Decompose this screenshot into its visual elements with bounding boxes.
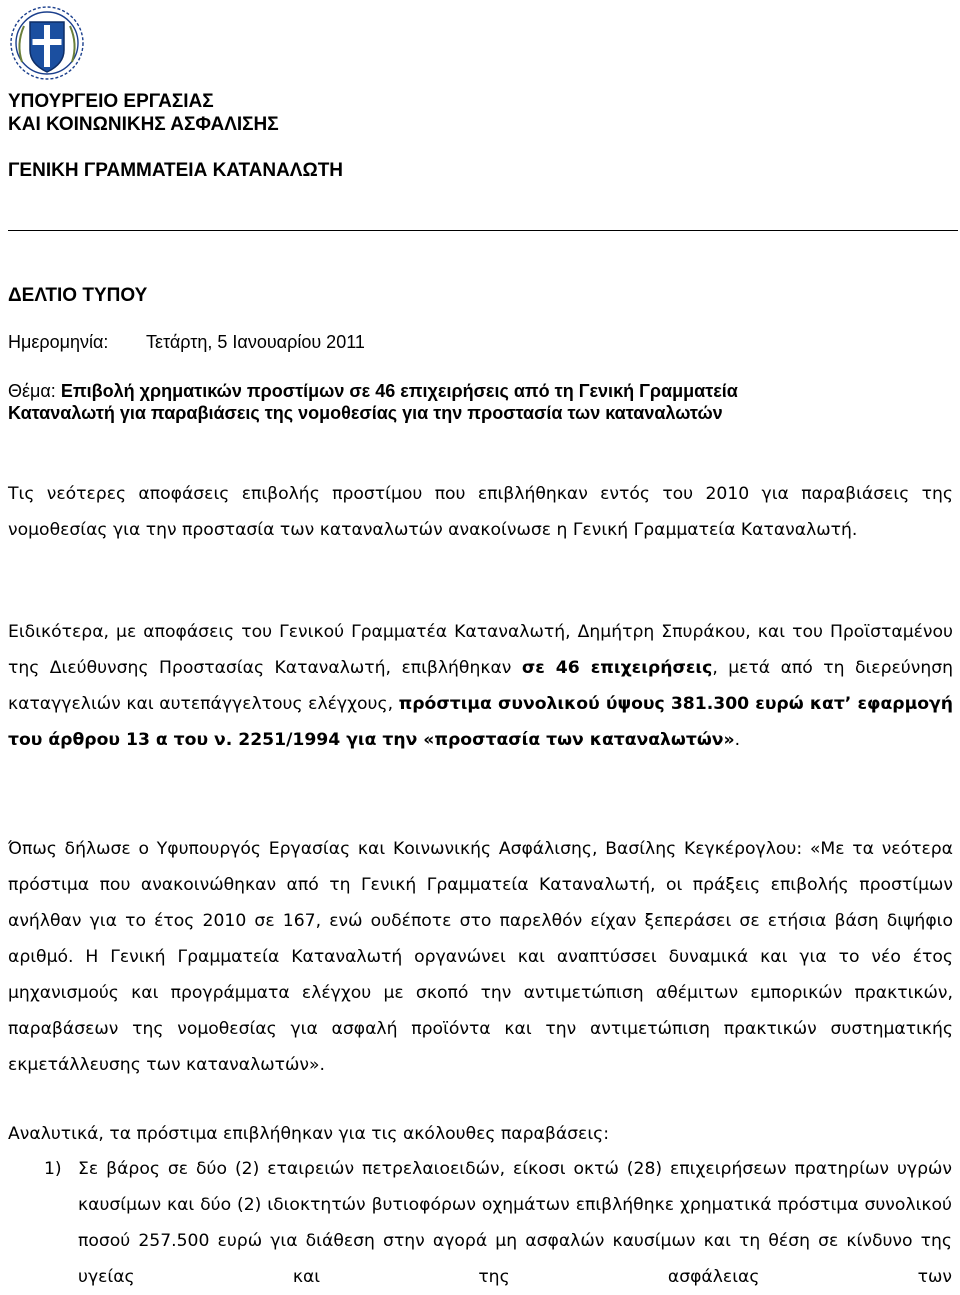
subject-label: Θέμα: (8, 381, 56, 401)
list-item-number: 1) (44, 1159, 62, 1179)
header-divider (8, 230, 958, 231)
greek-coat-of-arms-icon (8, 4, 86, 82)
paragraph-intro: Τις νεότερες αποφάσεις επιβολής προστίμου που επιβλήθηκαν εντός του 2010 για παραβιάσεις της νομοθεσίας για την προστασία των καταναλωτών ανακοίνωσε η Γενική Γραμματεία Καταναλωτή. (8, 484, 953, 540)
list-item-text: Σε βάρος σε δύο (2) εταιρειών πετρελαιοειδών, είκοσι οκτώ (28) επιχειρήσεων πρατηρίων υγρών καυσίμων και δύο (2) ιδιοκτητών βυτιοφόρων οχημάτων επιβλήθηκε χρηματικά πρόστιμα συνολικού ποσού 257.500 ευρώ για διάθεση στην αγορά μη ασφαλών καυσίμων και τη θέση σε κίνδυνο της υγείας και της ασφάλειας των (78, 1159, 952, 1287)
p2-bold-fines: πρόστιμα συνολικού ύψους 381.300 ευρώ κατ’ εφαρμογή του άρθρου 13 α του ν. 2251/1994 για την «προστασία των καταναλωτών» (8, 694, 953, 750)
date-value: Τετάρτη, 5 Ιανουαρίου 2011 (146, 332, 365, 352)
ministry-name (8, 90, 279, 136)
p2-bold-businesses: σε 46 επιχειρήσεις (521, 658, 713, 678)
ministry-line-2: ΚΑΙ ΚΟΙΝΩΝΙΚΗΣ ΑΣΦΑΛΙΣΗΣ (8, 114, 279, 135)
ministry-line-1: ΥΠΟΥΡΓΕΙΟ ΕΡΓΑΣΙΑΣ (8, 91, 214, 112)
paragraph-statement: Όπως δήλωσε ο Υφυπουργός Εργασίας και Κοινωνικής Ασφάλισης, Βασίλης Κεγκέρογλου: «Με τα νεότερα πρόστιμα που ανακοινώθηκαν από τη Γενική Γραμματεία Καταναλωτή, οι πράξεις επιβολής προστίμων ανήλθαν για το έτος 2010 σε 167, ενώ ουδέποτε στο παρελθόν είχαν ξεπεράσει σε ετήσια βάση διψήφιο αριθμό. Η Γενική Γραμματεία Καταναλωτή οργανώνει και αναπτύσσει δυναμικά και για το νέο έτος μηχανισμούς και προγράμματα ελέγχου με σκοπό την αντιμετώπιση αθέμιτων εμπορικών πρακτικών, παραβάσεων της νομοθεσίας για ασφαλή προϊόντα και την αντιμετώπιση πρακτικών συστηματικής εκμετάλλευσης των καταναλωτών». (8, 839, 953, 1075)
subject-line-1: Επιβολή χρηματικών προστίμων σε 46 επιχειρήσεις από τη Γενική Γραμματεία (60, 381, 738, 401)
paragraph-list-intro: Αναλυτικά, τα πρόστιμα επιβλήθηκαν για τις ακόλουθες παραβάσεις: (8, 1124, 610, 1144)
emblem (8, 4, 86, 82)
date-label: Ημερομηνία: (8, 332, 109, 352)
secretariat-name: ΓΕΝΙΚΗ ΓΡΑΜΜΑΤΕΙΑ ΚΑΤΑΝΑΛΩΤΗ (8, 160, 344, 181)
p2-text-e: . (734, 730, 741, 750)
subject-line-2: Καταναλωτή για παραβιάσεις της νομοθεσίας για την προστασία των καταναλωτών (8, 403, 723, 423)
date-line (8, 332, 365, 353)
document-title: ΔΕΛΤΙΟ ΤΥΠΟΥ (8, 285, 148, 306)
subject (8, 380, 958, 424)
p2-text-a: Ειδικότερα, με αποφάσεις του Γενικού Γραμματέα Καταναλωτή, Δημήτρη Σπυράκου, και του Προϊσταμένου της Διεύθυνσης Προστασίας Καταναλωτή, επιβλήθηκαν (8, 622, 953, 678)
paragraph-details (8, 614, 953, 758)
p2-text-c: , μετά από τη διερεύνηση καταγγελιών και αυτεπάγγελτους ελέγχους, (8, 658, 954, 714)
